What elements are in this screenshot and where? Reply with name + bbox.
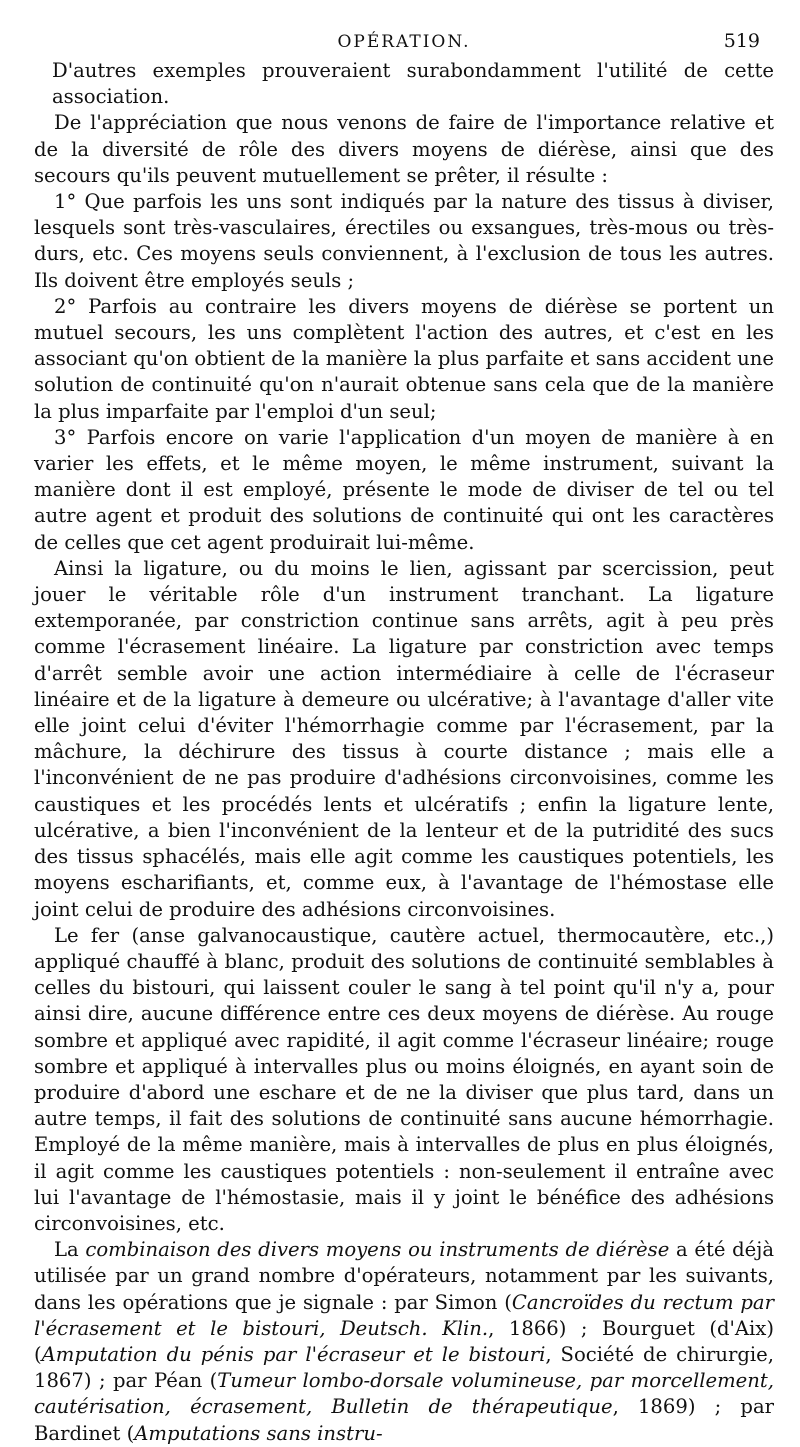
page-header xyxy=(34,26,774,58)
paragraph-citations xyxy=(34,1237,774,1447)
text-run: , Société de chirurgie, 1867) ; par Péan ( xyxy=(34,1342,774,1393)
citation-title: Amputation du pénis par l'écraseur et le bistouri xyxy=(41,1342,546,1366)
italic-run: combinaison des divers moyens ou instruments de diérèse xyxy=(85,1238,670,1262)
paragraph: 3° Parfois encore on varie l'application d'un moyen de manière à en varier les effets, et le même moyen, le même instrument, suivant la manière dont il est employé, présente le mode de diviser de tel ou tel autre agent et produit des solutions de continuité qui ont les caractères de celles que cet agent produirait lui-même. xyxy=(34,425,774,554)
text-run: a été déjà utilisée par un grand nombre d'opérateurs, notamment par les suivants, dans les opérations que je signale : par Simon ( xyxy=(34,1238,774,1314)
body-text xyxy=(34,58,774,1447)
citation-title: Tumeur lombo-dorsale volumineuse, par morcellement, cautérisation, écrasement, Bulletin de thérapeutique xyxy=(34,1369,774,1419)
paragraph: Ainsi la ligature, ou du moins le lien, agissant par scercission, peut jouer le véritable rôle d'un instrument tranchant. La ligature extemporanée, par constriction continue sans arrêts, agit à peu près comme l'écrasement linéaire. La ligature par constriction avec temps d'arrêt semble avoir une action intermédiaire à celle de l'écraseur linéaire et de la ligature à demeure ou ulcérative; à l'avantage d'aller vite elle joint celui d'éviter l'hémorrhagie comme par l'écrasement, par la mâchure, la déchirure des tissus à courte distance ; mais elle a l'inconvénient de ne pas produire d'adhésions circonvoisines, comme les caustiques et les procédés lents et ulcératifs ; enfin la ligature lente, ulcérative, a bien l'inconvénient de la lenteur et de la putridité des sucs des tissus sphacélés, mais elle agit comme les caustiques potentiels, les moyens escharifiants, et, comme eux, à l'avantage de l'hémostase elle joint celui de produire des adhésions circonvoisines. xyxy=(34,556,774,921)
citation-title: Amputations sans instru- xyxy=(134,1421,383,1445)
citation-title: Cancroïdes du rectum par l'écrasement et le bistouri, Deutsch. Klin. xyxy=(34,1290,774,1340)
paragraph: Le fer (anse galvanocaustique, cautère actuel, thermocautère, etc.,) appliqué chauffé à blanc, produit des solutions de continuité semblables à celles du bistouri, qui laissent couler le sang à tel point qu'il n'y a, pour ainsi dire, aucune différence entre ces deux moyens de diérèse. Au rouge sombre et appliqué avec rapidité, il agit comme l'écraseur linéaire; rouge sombre et appliqué à intervalles plus ou moins éloignés, en ayant soin de produire d'abord une eschare et de ne la diviser que plus tard, dans un autre temps, il fait des solutions de continuité sans aucune hémorrhagie. Employé de la même manière, mais à intervalles de plus en plus éloignés, il agit comme les caustiques potentiels : non-seulement il entraîne avec lui l'avantage de l'hémostasie, mais il y joint le bénéfice des adhésions circonvoisines, etc. xyxy=(34,923,774,1235)
text-run: La xyxy=(54,1238,86,1262)
paragraph: De l'appréciation que nous venons de faire de l'importance relative et de la diversité de rôle des divers moyens de diérèse, ainsi que des secours qu'ils peuvent mutuellement se prêter, il résulte : xyxy=(34,111,774,187)
running-title: OPÉRATION. xyxy=(337,32,471,52)
text-run: , 1866) ; Bourguet (d'Aix) ( xyxy=(34,1316,775,1366)
paragraph: 2° Parfois au contraire les divers moyens de diérèse se portent un mutuel secours, les uns complètent l'action des autres, et c'est en les associant qu'on obtient de la manière la plus parfaite et sans accident une solution de continuité qu'on n'aurait obtenue sans cela que de la manière la plus imparfaite par l'emploi d'un seul; xyxy=(34,294,774,423)
text-run: , 1869) ; par Bardinet ( xyxy=(34,1395,774,1445)
page-number: 519 xyxy=(723,30,760,52)
paragraph: D'autres exemples prouveraient surabondamment l'utilité de cette association. xyxy=(52,59,774,109)
paragraph: 1° Que parfois les uns sont indiqués par la nature des tissus à diviser, lesquels sont très-vasculaires, érectiles ou exsangues, très-mous ou très-durs, etc. Ces moyens seuls conviennent, à l'exclusion de tous les autres. Ils doivent être employés seuls ; xyxy=(34,190,774,292)
